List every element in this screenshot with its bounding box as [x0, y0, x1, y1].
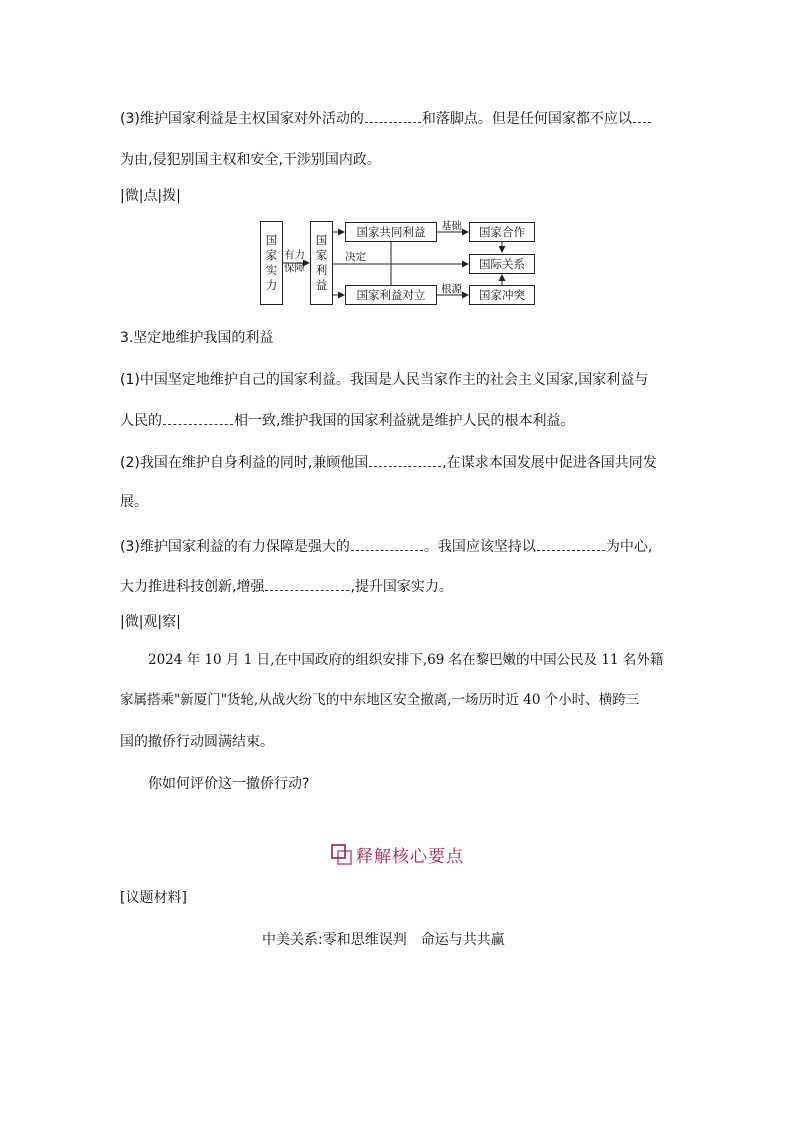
- node-international-relations: 国际关系: [469, 254, 535, 274]
- tip-label: |微|点|拨|: [120, 188, 181, 204]
- text: 。我国应该坚持以: [423, 539, 536, 555]
- p3-1-line-1: (1)中国坚定地维护自己的国家利益。我国是人民当家作主的社会主义国家,国家利益与: [120, 372, 649, 388]
- fill-blank[interactable]: [633, 108, 651, 123]
- fill-blank[interactable]: [365, 108, 421, 123]
- section-title: [330, 842, 464, 867]
- text: 相一致,维护我国的国家利益就是维护人民的根本利益。: [234, 413, 575, 429]
- node-common-interest: 国家共同利益: [345, 222, 437, 242]
- observe-line-1: 2024 年 10 月 1 日,在中国政府的组织安排下,69 名在黎巴嫩的中国公民及 11 名外籍: [148, 652, 664, 668]
- text: (3)维护国家利益是主权国家对外活动的: [120, 111, 364, 127]
- label-basis: 基础: [441, 220, 462, 232]
- heading-3: 3.坚定地维护我国的利益: [120, 330, 274, 346]
- p3-2-line-1: [120, 452, 657, 473]
- observe-line-3: 国的撤侨行动圆满结束。: [120, 734, 274, 750]
- label-decide: 决定: [345, 251, 366, 263]
- fill-blank[interactable]: [537, 536, 605, 551]
- section-title-icon: [330, 844, 354, 866]
- text: (3)维护国家利益的有力保障是强大的: [120, 539, 350, 555]
- para-3-line-1: [120, 108, 652, 129]
- text: 和落脚点。但是任何国家都不应以: [421, 111, 632, 127]
- p3-3-line-2: [120, 576, 453, 597]
- node-national-interest: 国 家 利 益: [310, 221, 333, 305]
- node-national-conflict: 国家冲突: [469, 285, 535, 305]
- section-title-text: 释解核心要点: [356, 847, 464, 867]
- fill-blank[interactable]: [163, 410, 233, 425]
- fill-blank[interactable]: [351, 536, 423, 551]
- text: (2)我国在维护自身利益的同时,兼顾他国: [120, 455, 369, 471]
- para-3-line-2: 为由,侵犯别国主权和安全,干涉别国内政。: [120, 152, 381, 168]
- topic-label: [议题材料]: [120, 890, 187, 906]
- text: 大力推进科技创新,增强: [120, 579, 265, 595]
- label-root: 根源: [441, 283, 462, 295]
- p3-2-line-2: 展。: [120, 494, 148, 510]
- node-conflicting-interest: 国家利益对立: [345, 285, 437, 305]
- text: 人民的: [120, 413, 162, 429]
- observe-question: 你如何评价这一撤侨行动?: [148, 776, 310, 792]
- observe-label: |微|观|察|: [120, 614, 181, 630]
- text: 为中心,: [605, 539, 653, 555]
- fill-blank[interactable]: [369, 452, 441, 467]
- node-national-power: 国 家 实 力: [260, 221, 283, 305]
- p3-1-line-2: [120, 410, 574, 431]
- p3-3-line-1: [120, 536, 652, 557]
- node-cooperation: 国家合作: [469, 222, 535, 242]
- text: ,提升国家实力。: [350, 579, 453, 595]
- fill-blank[interactable]: [265, 576, 349, 591]
- observe-line-2: 家属搭乘"新厦门"货轮,从战火纷飞的中东地区安全撤离,一场历时近 40 个小时、横跨三: [120, 692, 640, 708]
- label-guarantee: 有力 保障: [284, 249, 305, 274]
- topic-title: 中美关系:零和思维误判 命运与共共赢: [262, 932, 505, 948]
- text: ,在谋求本国发展中促进各国共同发: [442, 455, 657, 471]
